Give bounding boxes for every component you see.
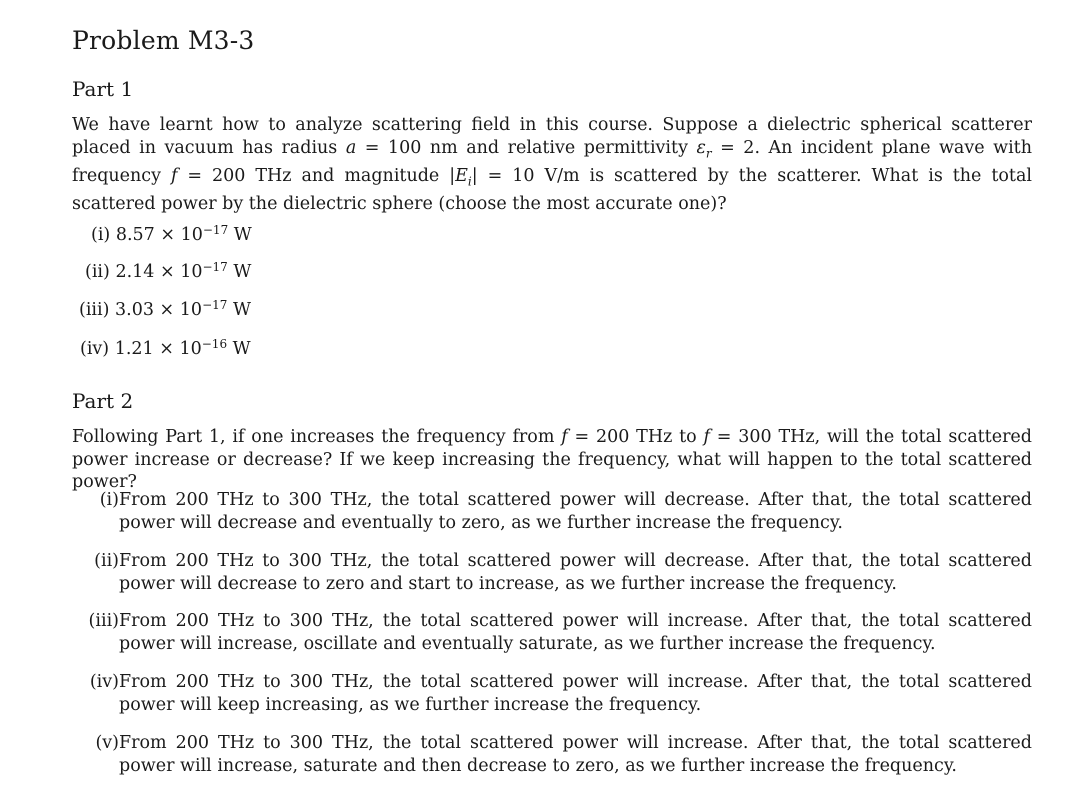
part2-option-2[interactable]: (ii) From 200 THz to 300 THz, the total scattered power will decrease. After that, the total scattered power will decrease to zero and start to increase, as we further increase the frequency.: [94, 551, 1032, 594]
part1-question: We have learnt how to analyze scattering field in this course. Suppose a dielectric spherical scatterer placed in vacuum has radius a = 100 nm and relative permittivity $\varepsilon_r = 2$. An incident plane wave with frequency f = 200 THz and magnitude $|E_i| = 10$ V/m is scattered by the scatterer. What is the total scattered power by the dielectric sphere (choose the most accurate one)?: [72, 115, 1032, 214]
part2-option-1[interactable]: (i) From 200 THz to 300 THz, the total scattered power will decrease. After that, the total scattered power will decrease and eventually to zero, as we further increase the frequency.: [99, 490, 1032, 533]
part1-option-2[interactable]: (ii) $2.14 \times 10^{-17}$ W: [85, 260, 252, 282]
part1-option-4[interactable]: (iv) $1.21 \times 10^{-16}$ W: [80, 337, 251, 359]
part2-option-3[interactable]: (iii) From 200 THz to 300 THz, the total scattered power will increase. After that, the total scattered power will increase, oscillate and eventually saturate, as we further increase the frequency.: [88, 611, 1032, 654]
part2-option-5[interactable]: (v) From 200 THz to 300 THz, the total scattered power will increase. After that, the total scattered power will increase, saturate and then decrease to zero, as we further increase the frequency.: [95, 733, 1032, 776]
part1-heading: Part 1: [72, 77, 134, 101]
part2-heading: Part 2: [72, 389, 134, 413]
part2-question: Following Part 1, if one increases the frequency from f = 200 THz to f = 300 THz, will the total scattered power increase or decrease? If we keep increasing the frequency, what will happen to the total scattered power?: [72, 427, 1032, 492]
page-title: Problem M3-3: [72, 26, 255, 55]
part1-option-1[interactable]: (i) $8.57 \times 10^{-17}$ W: [91, 223, 252, 245]
part2-option-4[interactable]: (iv) From 200 THz to 300 THz, the total scattered power will increase. After that, the total scattered power will keep increasing, as we further increase the frequency.: [89, 672, 1032, 715]
part1-option-3[interactable]: (iii) $3.03 \times 10^{-17}$ W: [79, 298, 251, 320]
